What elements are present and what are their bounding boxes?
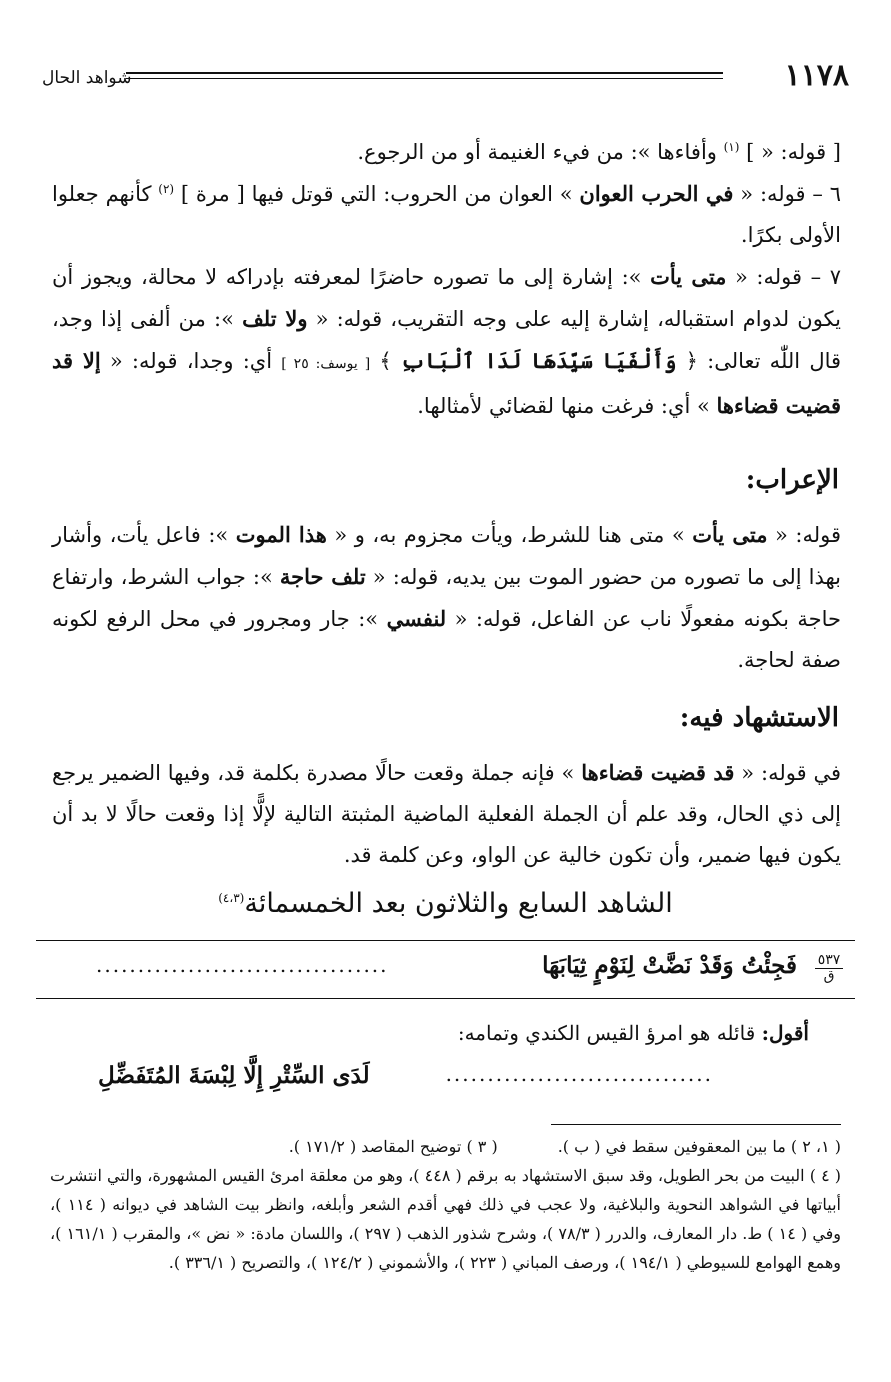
verse-rule-top — [36, 940, 855, 941]
second-hemistich: لَدَى السِّتْرِ إِلَّا لِبْسَةَ المُتَفَضِّلِ — [98, 1062, 370, 1089]
footnote-ref: (٢) — [158, 182, 175, 196]
shahid-title: الشاهد السابع والثلاثون بعد الخمسمائة$^{(٤،٣)}$ — [218, 888, 673, 919]
note-paragraph-7: ٧ – قوله: « متى يأت »: إشارة إلى ما تصوره حاضرًا لمعرفته بإدراكه لا محالة، ويجوز أن يكون لدوام استقباله، إشارة إليه على وجه التقريب، قوله: « ولا تلف »: من ألفى إذا وجد، قال اللّٰه تعالى: ﴿ وَأَلْفَيَا سَيِّدَهَا لَدَا ٱلْبَابِ ﴾ [ يوسف: ٢٥ ] أي: وجدا، قوله: « إلا قد قضيت قضاءها » أي: فرغت منها لقضائي لأمثالها. — [52, 264, 842, 418]
irab-block — [52, 514, 841, 681]
footnote-ref: (١) — [723, 140, 740, 154]
istishhad-paragraph: في قوله: « قد قضيت قضاءها » فإنه جملة وقعت حالًا مصدرة بكلمة قد، وفيها الضمير يرجع إلى ذي الحال، وقد علم أن الجملة الفعلية الماضية المثبتة التالية لإلًّا إذا وقعت حالًا لا بد أن يكون فيها ضمير، وأن تكون خالية عن الواو، وعن كلمة قد. — [52, 760, 842, 867]
note-paragraph-6: ٦ – قوله: « في الحرب العوان » العوان من الحروب: التي قوتل فيها [ مرة ] $^{(٢)}$ كأنهم جعلوا الأولى بكرًا. — [52, 181, 841, 247]
section-heading-istishhad: الاستشهاد فيه: — [679, 703, 839, 733]
section-heading-irab: الإعراب: — [745, 465, 839, 495]
footnote-1-2: ( ١، ٢ ) ما بين المعقوفين سقط في ( ب ). — [557, 1137, 841, 1156]
completion-ellipsis: ................................ — [445, 1062, 713, 1086]
meter-letter: ق — [823, 968, 835, 984]
irab-paragraph: قوله: « متى يأت » متى هنا للشرط، ويأت مجزوم به، و « هذا الموت »: فاعل يأت، وأشار بهذا إلى ما تصوره من حضور الموت بين يديه، قوله: « تلف حاجة »: جواب الشرط، وارتفاع حاجة بكونه مفعولًا ناب عن الفاعل، قوله: « لنفسي »: جار ومجرور في محل الرفع لكونه صفة لحاجة. — [52, 522, 842, 672]
running-title: شواهد الحال — [42, 68, 132, 88]
footnote-3: ( ٣ ) توضيح المقاصد ( ١٧١/٢ ). — [288, 1137, 498, 1156]
footnote-separator — [551, 1124, 841, 1125]
note-paragraph-5: [ قوله: « ] $^{(١)}$ وأفاءها »: من فيء الغنيمة أو من الرجوع. — [357, 140, 841, 164]
header-rule — [126, 72, 723, 79]
verse-rule-bottom — [36, 998, 855, 999]
quran-quote: وَأَلْفَيَا سَيِّدَهَا لَدَا ٱلْبَابِ — [400, 348, 677, 373]
first-hemistich: فَجِئْتُ وَقَدْ نَضَّتْ لِنَوْمٍ ثِيَابَهَا — [542, 952, 797, 979]
verse-ellipsis: ................................... — [96, 953, 389, 977]
running-header — [40, 58, 851, 98]
verse-number: ٥٣٧ ق — [815, 953, 843, 984]
quran-reference: [ يوسف: ٢٥ ] — [281, 356, 371, 372]
attribution-line: أقول: قائله هو امرؤ القيس الكندي وتمامه: — [457, 1021, 809, 1045]
commentary-block — [52, 132, 841, 427]
footnotes — [50, 1132, 841, 1277]
verse-completion — [58, 1058, 809, 1098]
footnote-ref: (٤،٣) — [218, 891, 245, 905]
verse-line — [36, 947, 855, 991]
page-number: ١١٧٨ — [784, 58, 849, 93]
footnote-4: ( ٤ ) البيت من بحر الطويل، وقد سبق الاستشهاد به برقم ( ٤٤٨ )، وهو من معلقة امرئ القيس المشهورة، والتي انتشرت أبياتها في الشواهد النحوية والبلاغية، ولا عجب في ذلك فهي أقدم الشعر وأبلغه، وانظر بيت الشاهد في ديوانه ( ١١٤ )، وفي ( ١٤ ) ط. دار المعارف، والدرر ( ٧٨/٣ )، وشرح شذور الذهب ( ٢٩٧ )، واللسان مادة: « نض »، والمقرب ( ١٦١/١ )، وهمع الهوامع للسيوطي ( ١٩٤/١ )، ورصف المباني ( ٢٢٣ )، والأشموني ( ١٢٤/٢ )، والتصريح ( ٣٣٦/١ ). — [50, 1166, 842, 1272]
istishhad-block — [52, 752, 841, 876]
